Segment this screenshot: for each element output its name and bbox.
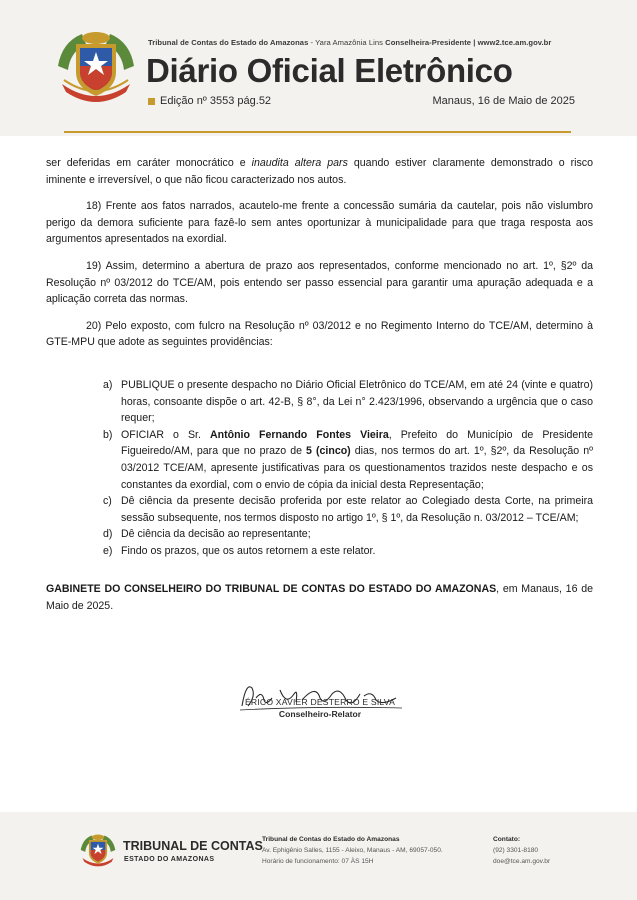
list-item: a) PUBLIQUE o presente despacho no Diário Oficial Eletrônico do TCE/AM, em até 24 (vinte e quatro) horas, consoante dispõe o art. 42-B, § 8°, da Lei n° 2.423/1996, observando a urgência que o caso requer; [103,378,593,425]
list-item: e) Findo os prazos, que os autos retornem a este relator. [103,544,376,557]
list-item: c) Dê ciência da presente decisão proferida por este relator ao Colegiado desta Corte, na primeira sessão subsequente, nos termos disposto no artigo 1º, § 1º, da Resolução n. 03/2012 – TCE/AM; [103,495,593,524]
paragraph-17-continuation: ser deferidas em caráter monocrático e inaudita altera pars quando estiver claramente demonstrado o risco iminente e irreversível, o que não ficou caracterizado nos autos. [46,157,593,186]
publication-date: Manaus, 16 de Maio de 2025 [432,95,575,107]
publication-title: Diário Oficial Eletrônico [146,52,513,89]
list-item: b) OFICIAR o Sr. Antônio Fernando Fontes Vieira, Prefeito do Município de Presidente Figueiredo/AM, para que no prazo de 5 (cinco) dias, nos termos do art. 1º, §2º, da Resolução nº 03/2012 TCE/AM, apresente justificativas para os questionamentos trazidos neste despacho e os constantes da exordial, com o envio de cópia da inicial desta Representação; [103,428,593,491]
coat-of-arms-logo-small [78,830,118,870]
edition-info: Edição nº 3553 pág.52 [148,95,271,107]
coat-of-arms-logo [52,22,140,110]
document-body [46,155,593,625]
org-info-line: Tribunal de Contas do Estado do Amazonas - Yara Amazônia Lins Conselheira-Presidente | www2.tce.am.gov.br [148,38,552,47]
footer [0,812,637,900]
signatory-name: ÉRICO XAVIER DESTERRO E SILVA [244,697,396,707]
footer-address: Tribunal de Contas do Estado do Amazonas Av. Ephigênio Salles, 1155 - Aleixo, Manaus - AM, 69057-050. Horário de funcionamento: 07 ÀS 15H [262,836,443,865]
paragraph-19: 19) Assim, determino a abertura de prazo aos representados, conforme mencionado no art. 1º, §2º da Resolução nº 03/2012 do TCE/AM, pois entendo ser passo essencial para garantir uma apuração adequada e a aplicação correta das normas. [46,259,593,306]
signatory-role: Conselheiro-Relator [278,709,362,719]
paragraph-18: 18) Frente aos fatos narrados, acautelo-me frente a concessão sumária da cautelar, pois não vislumbro perigo da demora suficiente para fazê-lo sem antes oportunizar à municipalidade para que traga resposta aos argumentos apresentados na exordial. [46,200,593,246]
header-divider [64,131,571,133]
closing-statement: GABINETE DO CONSELHEIRO DO TRIBUNAL DE CONTAS DO ESTADO DO AMAZONAS, em Manaus, 16 de Maio de 2025. [46,583,593,613]
square-bullet-icon [148,98,155,105]
provisions-list [103,377,593,560]
footer-contact: Contato: (92) 3301-8180 doe@tce.am.gov.br [493,836,551,865]
header [0,0,637,136]
list-item: d) Dê ciência da decisão ao representante; [103,528,311,541]
footer-brand-subtitle: ESTADO DO AMAZONAS [124,856,215,863]
footer-brand-name: TRIBUNAL DE CONTAS [123,839,263,853]
paragraph-20: 20) Pelo exposto, com fulcro na Resolução nº 03/2012 e no Regimento Interno do TCE/AM, determino à GTE-MPU que adote as seguintes providências: [46,319,593,349]
